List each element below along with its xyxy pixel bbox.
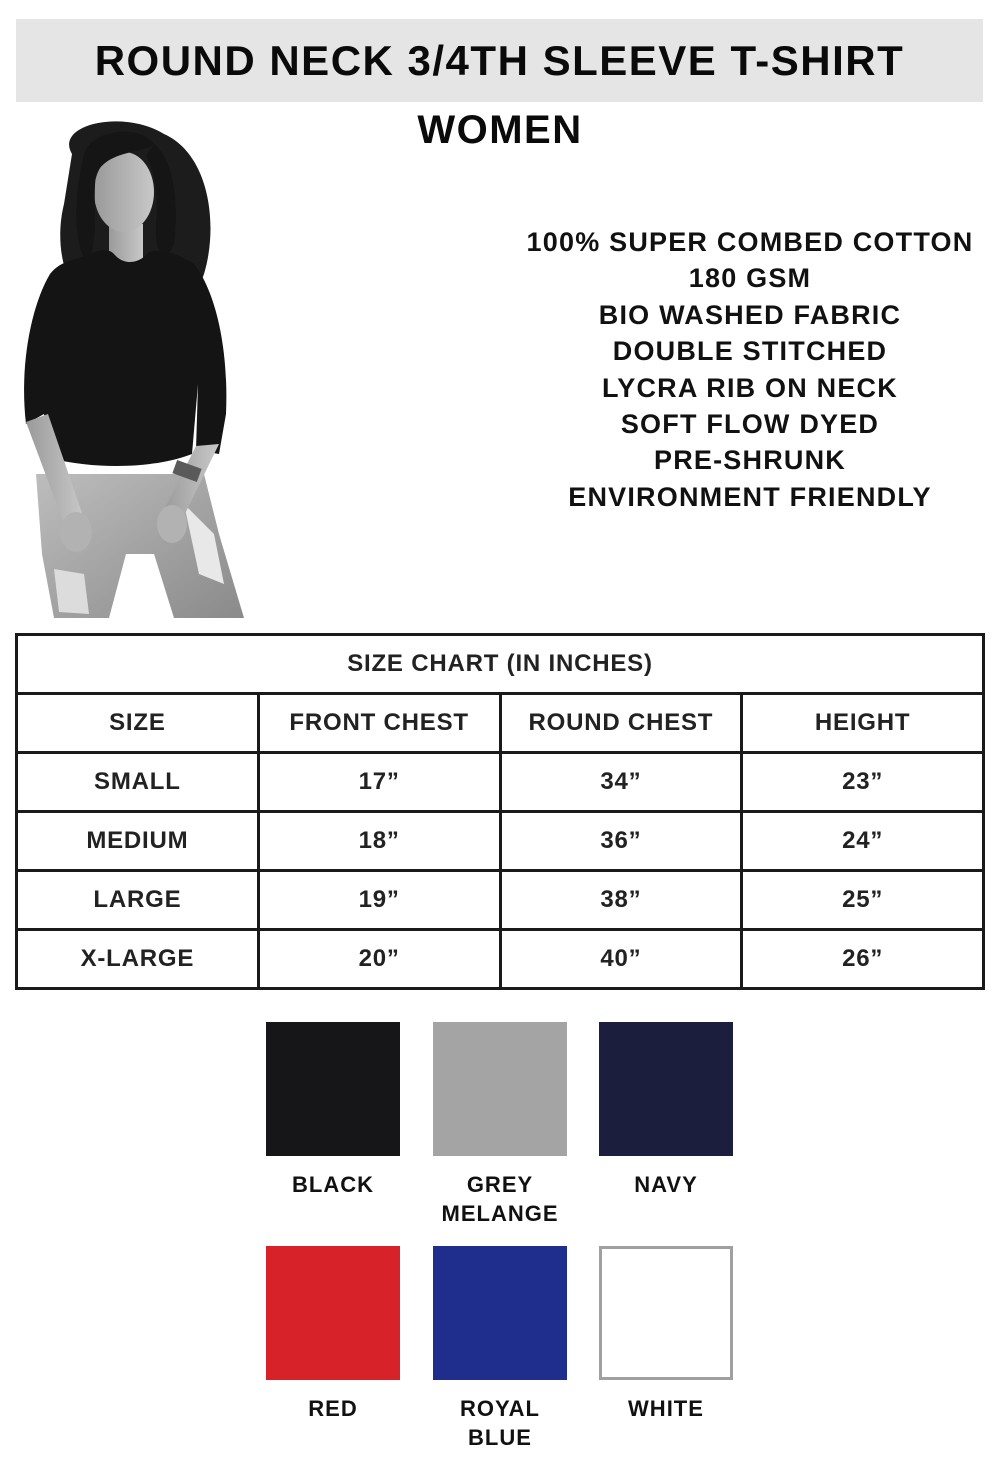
swatch-label: RED [308, 1396, 358, 1421]
feature-item: 180 GSM [688, 263, 812, 294]
size-cell: X-LARGE [17, 930, 259, 989]
table-row [17, 753, 984, 812]
size-chart-title-row [17, 635, 984, 694]
feature-item: DOUBLE STITCHED [612, 336, 888, 367]
swatch-fabric [433, 1246, 567, 1380]
table-row [17, 930, 984, 989]
color-swatch-black [266, 1022, 400, 1199]
height-cell: 26” [742, 930, 984, 989]
front-chest-cell: 20” [258, 930, 500, 989]
swatch-fabric [599, 1246, 733, 1380]
swatch-fabric [433, 1022, 567, 1156]
swatch-label: GREY MELANGE [441, 1172, 559, 1226]
column-header: FRONT CHEST [258, 694, 500, 753]
round-chest-cell: 38” [500, 871, 742, 930]
size-cell: MEDIUM [17, 812, 259, 871]
feature-item: ENVIRONMENT FRIENDLY [568, 481, 932, 512]
color-swatch-royal-blue [433, 1246, 567, 1452]
table-row [17, 812, 984, 871]
column-header: HEIGHT [742, 694, 984, 753]
title-banner [16, 19, 983, 102]
column-header: SIZE [17, 694, 259, 753]
color-swatch-navy [599, 1022, 733, 1199]
size-chart-table [15, 633, 985, 990]
round-chest-cell: 34” [500, 753, 742, 812]
height-cell: 25” [742, 871, 984, 930]
feature-item: LYCRA RIB ON NECK [602, 372, 898, 403]
round-chest-cell: 40” [500, 930, 742, 989]
swatch-label: WHITE [628, 1396, 704, 1421]
height-cell: 24” [742, 812, 984, 871]
color-swatch-grey-melange [433, 1022, 567, 1228]
swatch-fabric [266, 1246, 400, 1380]
size-chart-title: SIZE CHART (IN INCHES) [17, 635, 984, 694]
swatch-label: ROYAL BLUE [460, 1396, 540, 1450]
table-row [17, 871, 984, 930]
feature-item: SOFT FLOW DYED [620, 409, 880, 440]
front-chest-cell: 19” [258, 871, 500, 930]
feature-list [505, 224, 995, 515]
feature-item: PRE-SHRUNK [653, 445, 846, 476]
swatch-fabric [266, 1022, 400, 1156]
model-photo [14, 114, 246, 618]
swatch-label: BLACK [292, 1172, 374, 1197]
color-swatch-red [266, 1246, 400, 1423]
swatch-label: NAVY [634, 1172, 698, 1197]
feature-item: BIO WASHED FABRIC [598, 299, 902, 330]
product-subtitle: WOMEN [417, 108, 583, 152]
size-cell: LARGE [17, 871, 259, 930]
round-chest-cell: 36” [500, 812, 742, 871]
front-chest-cell: 18” [258, 812, 500, 871]
size-chart-header-row [17, 694, 984, 753]
column-header: ROUND CHEST [500, 694, 742, 753]
color-swatch-white [599, 1246, 733, 1423]
front-chest-cell: 17” [258, 753, 500, 812]
height-cell: 23” [742, 753, 984, 812]
size-cell: SMALL [17, 753, 259, 812]
swatch-fabric [599, 1022, 733, 1156]
product-title: ROUND NECK 3/4TH SLEEVE T-SHIRT [94, 36, 905, 84]
feature-item: 100% SUPER COMBED COTTON [526, 227, 974, 257]
